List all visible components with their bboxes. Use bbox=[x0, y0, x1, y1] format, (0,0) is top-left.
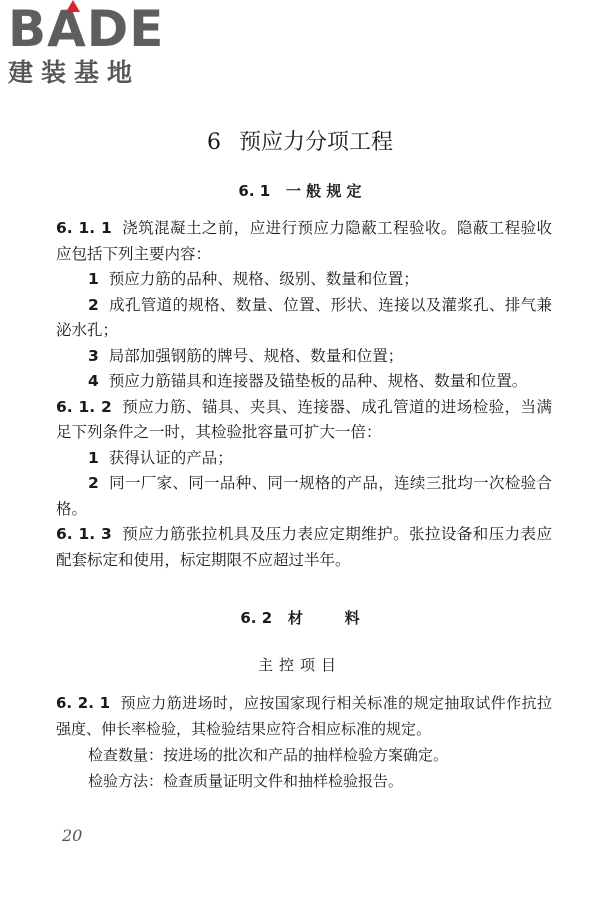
logo-word-text: BADE bbox=[8, 0, 165, 58]
list-item bbox=[56, 369, 552, 395]
item-text: 成孔管道的规格、数量、位置、形状、连接以及灌浆孔、排气兼泌水孔； bbox=[56, 295, 552, 339]
list-item bbox=[56, 471, 552, 522]
section-title-6-2: 6. 2 材 料 bbox=[240, 609, 360, 627]
logo-wordmark bbox=[8, 0, 178, 58]
item-text: 同一厂家、同一品种、同一规格的产品，连续三批均一次检验合格。 bbox=[56, 474, 552, 518]
list-item bbox=[56, 267, 552, 293]
item-text: 预应力筋锚具和连接器及锚垫板的品种、规格、数量和位置。 bbox=[108, 372, 528, 390]
clause-number: 6. 1. 3 bbox=[56, 525, 112, 543]
item-number: 4 bbox=[88, 372, 99, 390]
clause-number: 6. 1. 1 bbox=[56, 219, 112, 237]
list-item bbox=[56, 293, 552, 344]
item-number: 1 bbox=[88, 448, 99, 467]
item-number: 3 bbox=[88, 346, 99, 365]
clause-text: 预应力筋进场时，应按国家现行相关标准的规定抽取试件作抗拉强度、伸长率检验，其检验结果应符合相应标准的规定。 bbox=[56, 694, 552, 738]
clause-6-1-1 bbox=[56, 216, 552, 267]
list-item bbox=[56, 344, 552, 370]
item-text: 局部加强钢筋的牌号、规格、数量和位置； bbox=[108, 346, 404, 365]
item-number: 2 bbox=[88, 474, 99, 492]
chapter-title bbox=[0, 128, 600, 158]
subsection-heading: 主控项目 bbox=[257, 656, 342, 674]
item-text: 预应力筋的品种、规格、级别、数量和位置； bbox=[108, 270, 419, 288]
clause-text: 预应力筋张拉机具及压力表应定期维护。张拉设备和压力表应配套标定和使用，标定期限不应超过半年。 bbox=[56, 525, 552, 569]
clause-number: 6. 1. 2 bbox=[56, 397, 112, 416]
clause-6-1-2 bbox=[56, 395, 552, 446]
clause-text: 预应力筋、锚具、夹具、连接器、成孔管道的进场检验，当满足下列条件之一时，其检验批容量可扩大一倍： bbox=[56, 397, 552, 441]
item-text: 获得认证的产品； bbox=[108, 448, 233, 467]
clause-number: 6. 2. 1 bbox=[56, 694, 111, 712]
item-number: 1 bbox=[88, 270, 99, 288]
logo bbox=[8, 0, 178, 88]
section-6-1-body bbox=[56, 216, 552, 573]
page-number: 20 bbox=[62, 826, 83, 845]
logo-accent-triangle-icon bbox=[66, 0, 80, 12]
check-quantity: 检查数量：按进场的批次和产品的抽样检验方案确定。 bbox=[88, 746, 449, 764]
clause-6-1-3 bbox=[56, 522, 552, 573]
clause-text: 浇筑混凝土之前，应进行预应力隐蔽工程验收。隐蔽工程验收应包括下列主要内容： bbox=[56, 219, 552, 263]
clause-6-2-1 bbox=[56, 690, 552, 742]
section-title-6-1: 6. 1 一 般 规 定 bbox=[238, 182, 362, 200]
check-method: 检验方法：检查质量证明文件和抽样检验报告。 bbox=[88, 772, 404, 790]
chapter-number: 6 bbox=[206, 130, 221, 155]
chapter-title-text: 预应力分项工程 bbox=[238, 130, 393, 155]
section-6-2-body bbox=[56, 690, 552, 794]
logo-chinese-text: 建装基地 bbox=[8, 58, 141, 87]
item-number: 2 bbox=[88, 295, 99, 314]
list-item bbox=[56, 446, 552, 472]
